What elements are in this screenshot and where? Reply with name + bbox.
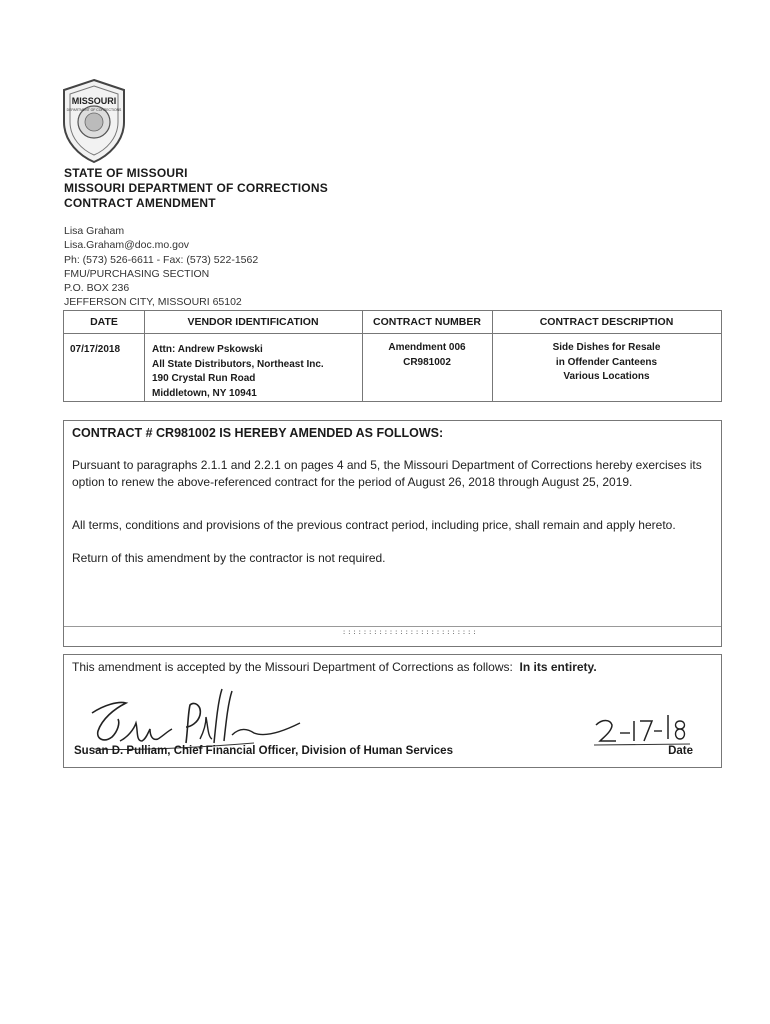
contract-info-table	[63, 310, 722, 402]
acceptance-emphasis: In its entirety.	[519, 660, 597, 674]
contact-name: Lisa Graham	[64, 225, 125, 237]
amendment-title: CONTRACT # CR981002 IS HEREBY AMENDED AS FOLLOWS:	[72, 426, 444, 440]
acceptance-statement	[72, 660, 597, 674]
th-contract-description: CONTRACT DESCRIPTION	[539, 316, 674, 328]
amendment-paragraph-renewal: Pursuant to paragraphs 2.1.1 and 2.2.1 on pages 4 and 5, the Missouri Department of Corrections hereby exercises its option to renew the above-referenced contract for the period of August 26, 2018 through August 25, 2019.	[72, 458, 702, 489]
acceptance-box	[63, 654, 722, 768]
contact-phone: Ph: (573) 526-6611 - Fax: (573) 522-1562	[64, 253, 259, 266]
signer-name-title: Susan D. Pulliam, Chief Financial Officer, Division of Human Services	[74, 745, 453, 757]
seal-subtext: DEPARTMENT OF CORRECTIONS	[66, 108, 122, 112]
contact-block	[64, 224, 258, 310]
contact-section: FMU/PURCHASING SECTION	[64, 267, 210, 280]
cell-contract-description	[492, 341, 721, 385]
vendor-line: 190 Crystal Run Road	[152, 373, 256, 384]
header-state: STATE OF MISSOURI	[64, 166, 188, 180]
amendment-footer-dots: ::::::::::::::::::::::::::	[342, 628, 478, 636]
th-vendor: VENDOR IDENTIFICATION	[187, 316, 319, 328]
vendor-line: All State Distributors, Northeast Inc.	[152, 358, 324, 370]
description-line: Side Dishes for Resale	[552, 342, 661, 353]
acceptance-text: This amendment is accepted by the Missouri Department of Corrections as follows:	[72, 660, 513, 674]
contact-email[interactable]: Lisa.Graham@doc.mo.gov	[64, 239, 190, 252]
contract-number-line: Amendment 006	[388, 342, 466, 353]
vendor-line: Attn: Andrew Pskowski	[152, 344, 263, 355]
amendment-box	[63, 420, 722, 647]
header-doc-type: CONTRACT AMENDMENT	[64, 196, 216, 210]
description-line: in Offender Canteens	[555, 356, 658, 368]
description-line: Various Locations	[563, 371, 650, 382]
contact-city: JEFFERSON CITY, MISSOURI 65102	[64, 296, 242, 309]
th-date: DATE	[90, 316, 118, 328]
missouri-doc-seal	[58, 78, 130, 164]
amendment-paragraph-terms: All terms, conditions and provisions of the previous contract period, including price, shall remain and apply hereto.	[72, 518, 676, 532]
amendment-footer-divider	[64, 626, 721, 627]
th-contract-number: CONTRACT NUMBER	[373, 316, 481, 328]
cell-date: 07/17/2018	[70, 344, 121, 355]
cell-contract-number	[362, 341, 492, 370]
contact-pobox: P.O. BOX 236	[64, 282, 130, 295]
amendment-paragraph-return: Return of this amendment by the contractor is not required.	[72, 551, 386, 565]
seal-text: MISSOURI	[71, 96, 117, 106]
vendor-line: Middletown, NY 10941	[152, 387, 257, 399]
header-department: MISSOURI DEPARTMENT OF CORRECTIONS	[64, 181, 328, 195]
cell-vendor	[152, 343, 324, 401]
date-label: Date	[668, 745, 693, 757]
contract-number-line: CR981002	[403, 356, 451, 368]
